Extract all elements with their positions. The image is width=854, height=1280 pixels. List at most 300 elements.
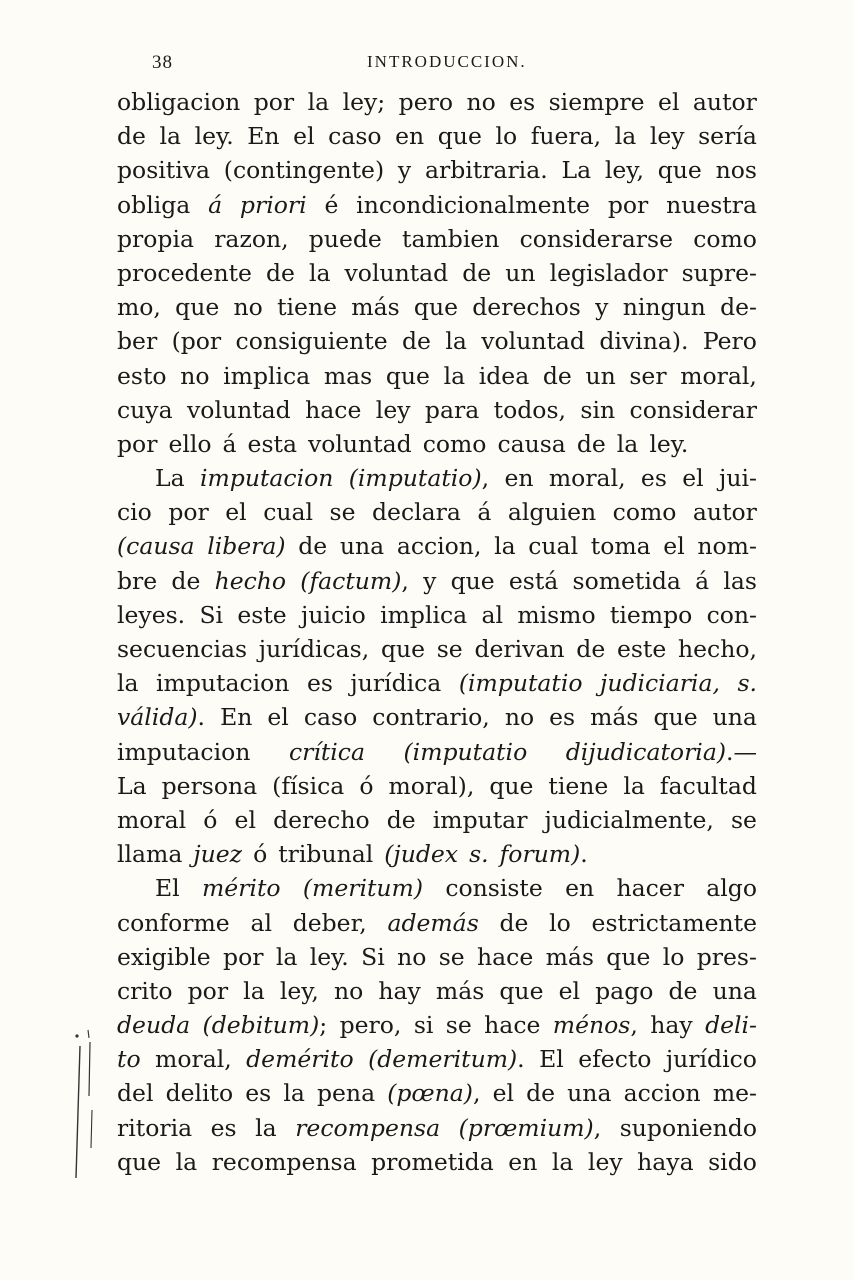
text-line <box>117 290 757 324</box>
word: como <box>612 498 677 527</box>
word: más <box>545 942 594 971</box>
text-line <box>117 495 757 529</box>
text-line <box>117 222 757 256</box>
word: (causa <box>117 532 195 561</box>
word: de <box>462 258 492 287</box>
word: además <box>387 908 479 937</box>
word: forum). <box>499 840 588 869</box>
word: por <box>187 976 229 1005</box>
word: tiene <box>277 293 338 322</box>
word: Si <box>361 942 385 971</box>
word: se <box>730 805 757 834</box>
word: una <box>339 532 385 561</box>
word: más <box>435 976 485 1005</box>
word: que <box>385 361 430 390</box>
text-line <box>117 906 757 940</box>
word: ber <box>117 327 158 356</box>
word: divina). <box>599 327 689 356</box>
word: (imputatio <box>403 737 528 766</box>
word: la <box>551 1147 574 1176</box>
text-line <box>117 564 757 598</box>
word: deli- <box>705 1011 757 1040</box>
word: demérito <box>246 1045 354 1074</box>
word: á <box>695 566 710 595</box>
word: mérito <box>202 874 281 903</box>
word: (contingente) <box>223 156 385 185</box>
word: el <box>492 1079 514 1108</box>
word: el <box>234 805 256 834</box>
word: considerarse <box>519 224 674 253</box>
word: pres- <box>696 942 757 971</box>
text-line <box>117 359 757 393</box>
word: pero <box>398 88 453 116</box>
text-line <box>117 598 757 632</box>
word: consiguiente <box>235 327 388 356</box>
word: leyes. <box>117 600 186 629</box>
word: (imputatio <box>458 669 583 698</box>
word: prometida <box>371 1147 494 1176</box>
word: judicialmente, <box>544 805 714 834</box>
word: toma <box>590 532 651 561</box>
word: este <box>616 635 667 663</box>
word: esta <box>247 429 297 458</box>
word: moral <box>117 805 187 834</box>
word: de <box>386 805 416 834</box>
word: La <box>155 464 185 493</box>
text-line <box>117 529 757 563</box>
word: no <box>397 942 427 971</box>
word: El <box>155 874 180 903</box>
word: y <box>595 293 609 322</box>
word: llama <box>117 840 183 869</box>
word: hace <box>484 1011 541 1040</box>
word: dijudicatoria).— <box>565 737 757 766</box>
word: todos, <box>493 395 566 424</box>
word: cual <box>528 532 579 561</box>
word: implica <box>223 361 311 390</box>
word: está <box>508 566 559 595</box>
word: ó <box>203 805 218 834</box>
word: ó <box>253 840 268 869</box>
word: facultad <box>659 771 757 800</box>
word: á <box>222 429 237 458</box>
word: derecho <box>273 805 370 834</box>
word: la <box>255 1113 277 1142</box>
word: legislador <box>549 258 668 287</box>
word: de <box>668 976 698 1005</box>
word: un <box>505 258 536 287</box>
word: nuestra <box>666 190 757 219</box>
text-line <box>117 1042 757 1076</box>
word: hecho <box>214 566 287 595</box>
word: la <box>283 1079 305 1108</box>
word: es <box>245 1079 272 1108</box>
word: que <box>450 566 495 595</box>
word: voluntad <box>307 429 412 458</box>
word: imputacion <box>117 737 251 766</box>
word: consiste <box>445 874 543 903</box>
word: voluntad <box>187 395 291 424</box>
word: delito <box>165 1079 234 1108</box>
running-title: INTRODUCCION. <box>367 52 527 71</box>
word: ley. <box>649 429 689 458</box>
word: hacer <box>616 874 684 903</box>
word: esto <box>117 361 167 390</box>
word: recompensa <box>295 1113 441 1142</box>
word: cual <box>263 498 314 527</box>
word: la <box>445 327 467 356</box>
word: se <box>438 942 465 971</box>
word: por <box>223 942 264 971</box>
text-line <box>117 871 757 905</box>
text-line <box>117 803 757 837</box>
word: hecho, <box>678 635 757 663</box>
word: positiva <box>117 156 211 185</box>
word: que <box>499 976 544 1005</box>
word: jurídico <box>665 1045 757 1074</box>
word: imputacion <box>199 464 334 493</box>
word: la <box>243 976 265 1005</box>
word: una <box>567 1079 612 1108</box>
text-line <box>117 769 757 803</box>
word: de <box>402 327 431 356</box>
word: y <box>423 566 437 595</box>
word: (meritum) <box>302 874 424 903</box>
word: causa <box>497 429 566 458</box>
word: no <box>233 293 263 322</box>
word: derivan <box>474 635 565 663</box>
word: tiempo <box>609 600 693 629</box>
word: cio <box>117 498 152 527</box>
word: priori <box>239 190 307 219</box>
word: de <box>298 532 328 561</box>
word: (factum), <box>300 566 409 595</box>
word: como <box>422 429 487 458</box>
word: de <box>576 429 606 458</box>
word: En <box>220 703 253 732</box>
word: pero, <box>339 1011 402 1040</box>
word: jui- <box>719 464 757 493</box>
word: El <box>539 1045 564 1074</box>
word: que <box>380 635 426 663</box>
word: la <box>494 532 516 561</box>
word: siempre <box>548 88 645 116</box>
word: alguien <box>507 498 597 527</box>
word: ningun <box>622 293 706 322</box>
word: que <box>653 703 698 732</box>
word: propia <box>117 224 194 253</box>
word: es <box>640 464 667 493</box>
word: juicio <box>301 600 366 629</box>
word: (judex <box>384 840 459 869</box>
word: caso <box>303 703 358 732</box>
word: ello <box>168 429 212 458</box>
word: (demeritum). <box>368 1045 525 1074</box>
word: por <box>117 429 158 458</box>
word: algo <box>706 874 757 903</box>
word: En <box>247 122 280 151</box>
word: de <box>526 1079 556 1108</box>
text-line <box>117 461 757 495</box>
word: de <box>576 635 606 663</box>
word: el <box>225 498 247 527</box>
word: la <box>307 88 330 116</box>
text-line <box>117 666 757 700</box>
word: la <box>623 771 645 800</box>
word: persona <box>161 771 258 800</box>
word: á <box>208 190 223 219</box>
word: accion, <box>396 532 482 561</box>
word: una <box>712 976 757 1005</box>
word: autor <box>692 498 757 527</box>
word: secuencias <box>117 635 248 663</box>
word: caso <box>328 122 382 151</box>
word: no <box>466 88 496 116</box>
text-line <box>117 85 757 119</box>
word: el <box>658 88 680 116</box>
word: y <box>397 156 412 185</box>
word: hace <box>305 395 362 424</box>
text-line <box>117 1076 757 1110</box>
word: á <box>477 498 492 527</box>
word: crítica <box>288 737 365 766</box>
word: la <box>616 429 639 458</box>
word: en <box>565 874 595 903</box>
word: que <box>413 293 458 322</box>
text-line <box>117 700 757 734</box>
page-number: 38 <box>152 52 173 73</box>
word: válida). <box>117 703 206 732</box>
word: que <box>489 771 534 800</box>
text-line <box>117 153 757 187</box>
word: ser <box>629 361 667 390</box>
word: ley <box>587 1147 623 1176</box>
word: obliga <box>117 190 191 219</box>
word: (pœna), <box>387 1079 481 1108</box>
word: de <box>499 908 529 937</box>
word: nom- <box>697 532 757 561</box>
word: pena <box>316 1079 376 1108</box>
word: la <box>614 122 637 151</box>
word: las <box>723 566 757 595</box>
word: recompensa <box>211 1147 357 1176</box>
word: obligacion <box>117 88 241 116</box>
word: to <box>117 1045 141 1074</box>
word: tiene <box>548 771 609 800</box>
word: razon, <box>214 224 289 253</box>
word: suponiendo <box>619 1113 757 1142</box>
word: lo <box>549 908 571 937</box>
word: declara <box>372 498 461 527</box>
word: de- <box>720 293 757 322</box>
word: bre <box>117 566 158 595</box>
word: más <box>590 703 639 732</box>
text-line <box>117 1008 757 1042</box>
word: ley. <box>309 942 349 971</box>
text-line <box>117 974 757 1008</box>
text-line <box>117 324 757 358</box>
word: exigible <box>117 942 211 971</box>
word: es <box>306 669 333 698</box>
word: autor <box>692 88 757 116</box>
word: moral, <box>155 1045 232 1074</box>
word: ley; <box>342 88 386 116</box>
word: tambien <box>402 224 500 253</box>
word: haya <box>637 1147 694 1176</box>
word: libera) <box>207 532 286 561</box>
body-text <box>117 85 757 1179</box>
word: más <box>351 293 400 322</box>
word: judiciaria, <box>600 669 720 698</box>
word: crito <box>117 976 173 1005</box>
text-line <box>117 119 757 153</box>
word: el <box>663 532 685 561</box>
word: no <box>504 703 535 732</box>
word: moral, <box>680 361 757 390</box>
word: la <box>117 669 139 698</box>
word: tribunal <box>278 840 374 869</box>
word: un <box>585 361 616 390</box>
word: se <box>445 1011 472 1040</box>
word: del <box>117 1079 154 1108</box>
word: es <box>210 1113 237 1142</box>
word: imputacion <box>156 669 290 698</box>
word: me- <box>712 1079 757 1108</box>
page-header <box>152 52 692 80</box>
word: por <box>168 498 209 527</box>
word: por <box>607 190 649 219</box>
word: incondicionalmente <box>356 190 590 219</box>
word: pago <box>595 976 654 1005</box>
word: hay <box>378 976 421 1005</box>
word: considerar <box>629 395 757 424</box>
word: Pero <box>702 327 757 356</box>
word: Si <box>199 600 224 629</box>
word: (debitum); <box>202 1011 328 1040</box>
word: ley, <box>279 976 319 1005</box>
word: sin <box>580 395 616 424</box>
word: s. <box>469 840 489 869</box>
word: en <box>508 1147 538 1176</box>
word: ó <box>359 771 374 800</box>
word: se <box>329 498 356 527</box>
word: derechos <box>472 293 581 322</box>
word: moral, <box>548 464 626 493</box>
word: en <box>395 122 425 151</box>
word: mas <box>323 361 373 390</box>
word: por <box>253 88 295 116</box>
word: nos <box>715 156 757 185</box>
word: sería <box>698 122 757 151</box>
margin-pencil-marks <box>72 1028 112 1178</box>
text-line <box>117 188 757 222</box>
word: jurídicas, <box>258 635 370 663</box>
word: la <box>275 942 298 971</box>
word: puede <box>308 224 382 253</box>
word: lo <box>662 942 685 971</box>
word: cuya <box>117 395 173 424</box>
text-line <box>117 393 757 427</box>
text-line <box>117 940 757 974</box>
word: juez <box>193 840 243 869</box>
word: la <box>443 361 466 390</box>
word: procedente <box>117 258 252 287</box>
word: La <box>561 156 592 185</box>
word: se <box>436 635 463 663</box>
word: conforme <box>117 908 230 937</box>
word: es <box>509 88 536 116</box>
word: que <box>437 122 482 151</box>
word: no <box>333 976 364 1005</box>
word: en <box>504 464 534 493</box>
word: lo <box>495 122 518 151</box>
word: una <box>712 703 757 732</box>
word: que <box>606 942 651 971</box>
word: efecto <box>578 1045 652 1074</box>
word: el <box>293 122 315 151</box>
word: que <box>117 1147 162 1176</box>
word: accion <box>623 1079 701 1108</box>
word: sido <box>708 1147 757 1176</box>
word: deber, <box>292 908 367 937</box>
text-line <box>117 1111 757 1145</box>
word: La <box>117 771 147 800</box>
word: jurídica <box>350 669 442 698</box>
text-line <box>117 427 757 461</box>
word: si <box>413 1011 434 1040</box>
word: estrictamente <box>591 908 757 937</box>
word: el <box>558 976 581 1005</box>
word: implica <box>380 600 468 629</box>
word: al <box>481 600 503 629</box>
word: ley. <box>194 122 234 151</box>
word: la <box>159 122 182 151</box>
word: hay <box>650 1011 693 1040</box>
word: mismo <box>517 600 596 629</box>
word: ménos, <box>552 1011 638 1040</box>
word: fuera, <box>530 122 602 151</box>
word: (prœmium), <box>458 1113 602 1142</box>
text-line <box>117 837 757 871</box>
word: ley <box>375 395 411 424</box>
word: como <box>693 224 757 253</box>
text-line <box>117 256 757 290</box>
word: de <box>117 122 146 151</box>
word: hace <box>477 942 534 971</box>
word: el <box>267 703 289 732</box>
word: (física <box>272 771 345 800</box>
word: la <box>175 1147 198 1176</box>
word: é <box>324 190 339 219</box>
word: contrario, <box>372 703 490 732</box>
word: no <box>180 361 210 390</box>
word: supre- <box>681 258 757 287</box>
word: sometida <box>572 566 681 595</box>
word: ley <box>649 122 685 151</box>
word: de <box>542 361 572 390</box>
word: que <box>175 293 220 322</box>
text-line <box>117 632 757 666</box>
word: voluntad <box>344 258 449 287</box>
word: ley, <box>604 156 644 185</box>
word: idea <box>478 361 530 390</box>
word: moral), <box>388 771 475 800</box>
word: de <box>171 566 201 595</box>
word: con- <box>706 600 757 629</box>
word: mo, <box>117 293 161 322</box>
word: arbitraria. <box>424 156 548 185</box>
text-line <box>117 735 757 769</box>
